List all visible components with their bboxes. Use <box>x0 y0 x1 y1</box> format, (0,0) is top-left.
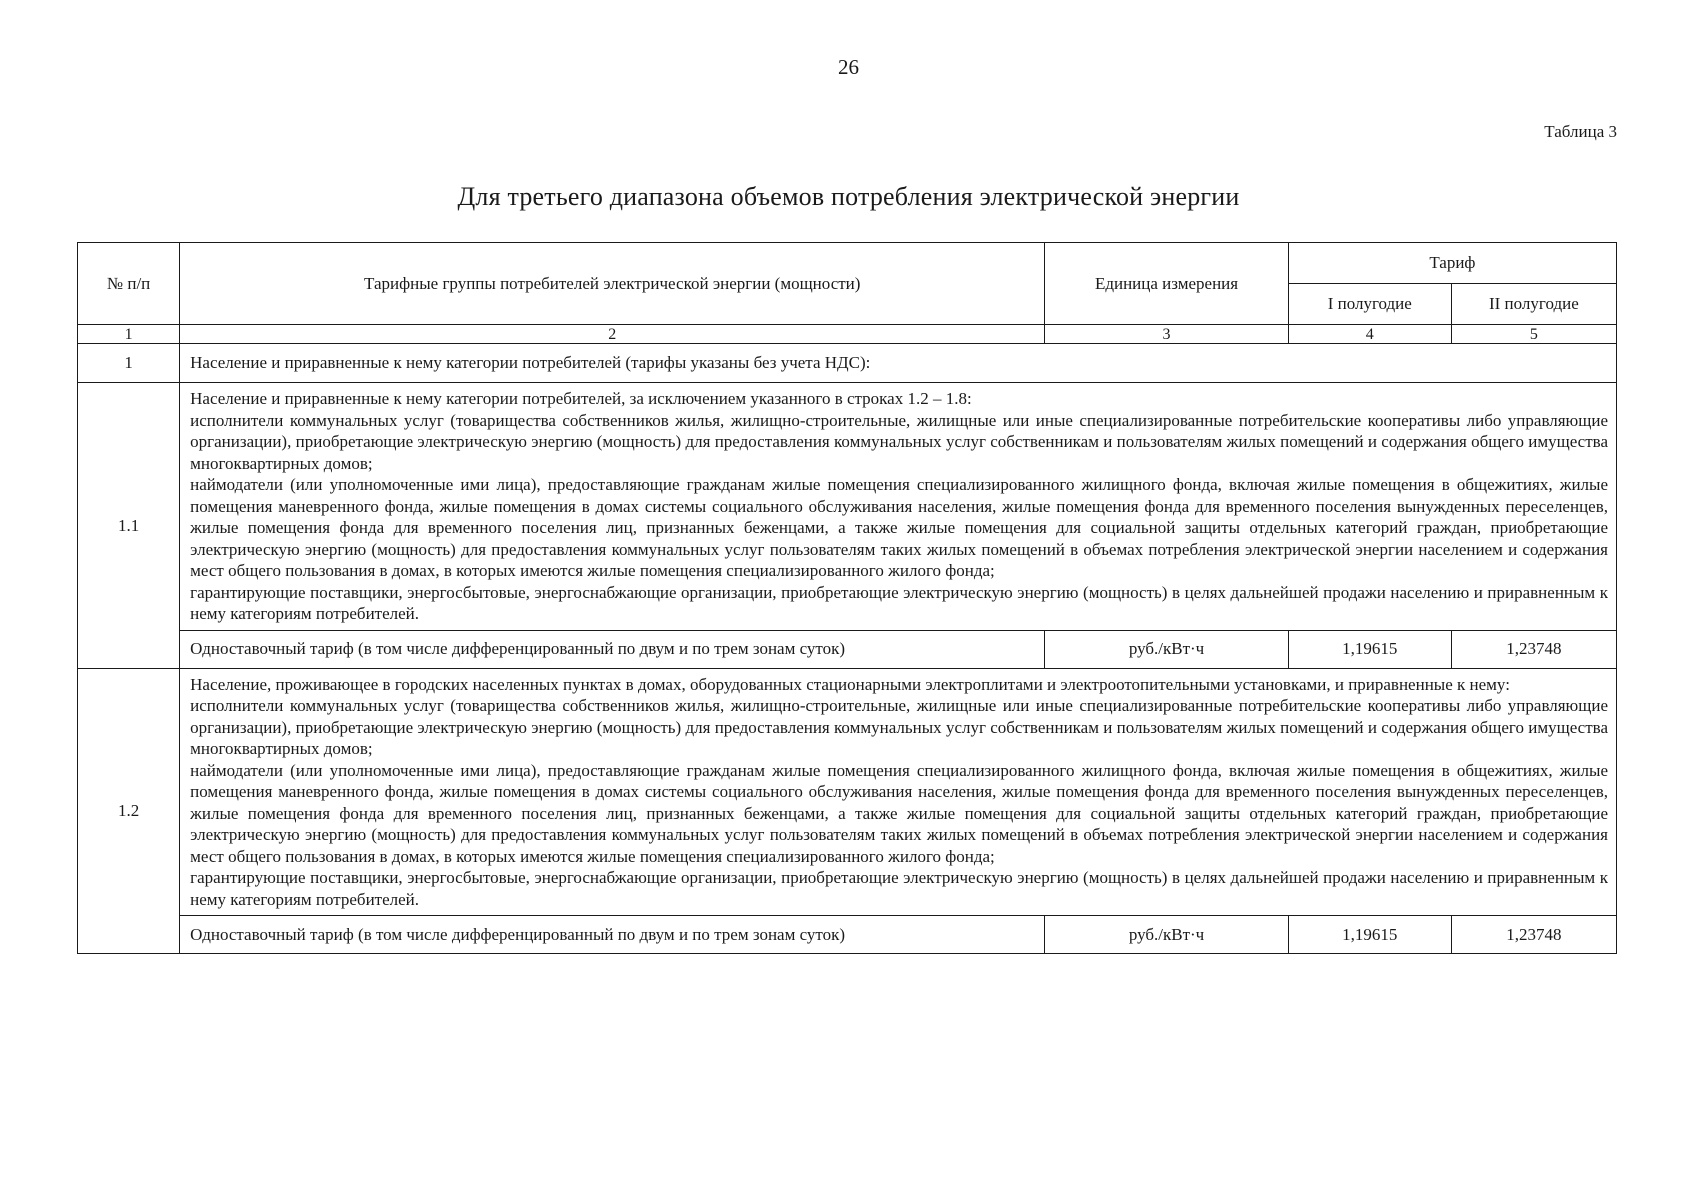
rate-row <box>78 916 1617 954</box>
description-paragraph: гарантирующие поставщики, энергосбытовые, энергоснабжающие организации, приобретающие электрическую энергию (мощность) в целях дальнейшей продажи населению и приравненным к нему категориям потребителей. <box>190 868 1608 909</box>
section-row <box>78 344 1617 383</box>
table-row <box>78 383 1617 631</box>
column-index: 5 <box>1451 325 1616 344</box>
rate-label: Одноставочный тариф (в том числе дифференцированный по двум и по трем зонам суток) <box>180 630 1045 668</box>
column-index: 1 <box>78 325 180 344</box>
column-index: 4 <box>1288 325 1451 344</box>
header-half1: I полугодие <box>1288 284 1451 325</box>
rate-unit: руб./кВт·ч <box>1045 630 1288 668</box>
rate-half2: 1,23748 <box>1451 630 1616 668</box>
rate-row <box>78 630 1617 668</box>
page-number: 26 <box>838 55 859 79</box>
row-description <box>180 668 1617 916</box>
description-paragraph: наймодатели (или уполномоченные ими лица), предоставляющие гражданам жилые помещения специализированного жилищного фонда, включая жилые помещения в общежитиях, жилые помещения маневренного фонда, жилые помещения в домах системы социального обслуживания населения, жилые помещения фонда для временного поселения вынужденных переселенцев, жилые помещения фонда для временного поселения лиц, признанных беженцами, а также жилые помещения для социальной защиты отдельных категорий граждан, приобретающие электрическую энергию (мощность) для предоставления коммунальных услуг пользователям таких жилых помещений в объемах потребления электрической энергии населением и содержания мест общего пользования в домах, в которых имеются жилые помещения специализированного жилого фонда; <box>190 475 1608 580</box>
rate-label: Одноставочный тариф (в том числе дифференцированный по двум и по трем зонам суток) <box>180 916 1045 954</box>
table-label: Таблица 3 <box>1544 122 1617 141</box>
description-paragraph: гарантирующие поставщики, энергосбытовые, энергоснабжающие организации, приобретающие электрическую энергию (мощность) в целях дальнейшей продажи населению и приравненным к нему категориям потребителей. <box>190 582 1608 623</box>
header-num: № п/п <box>78 243 180 325</box>
column-index: 3 <box>1045 325 1288 344</box>
row-description <box>180 383 1617 631</box>
header-unit: Единица измерения <box>1045 243 1288 325</box>
header-groups: Тарифные группы потребителей электрической энергии (мощности) <box>180 243 1045 325</box>
column-index-row <box>78 325 1617 344</box>
row-num: 1.1 <box>78 383 180 669</box>
description-paragraph: исполнители коммунальных услуг (товарищества собственников жилья, жилищно-строительные, жилищные или иные специализированные потребительские кооперативы либо управляющие организации), приобретающие электрическую энергию (мощность) для предоставления коммунальных услуг собственникам и пользователям жилых помещений и содержания общего имущества многоквартирных домов; <box>190 696 1608 758</box>
rate-half1: 1,19615 <box>1288 916 1451 954</box>
tariff-table <box>77 242 1617 954</box>
description-paragraph: Население и приравненные к нему категории потребителей, за исключением указанного в строках 1.2 – 1.8: <box>190 389 972 408</box>
column-index: 2 <box>180 325 1045 344</box>
header-half2: II полугодие <box>1451 284 1616 325</box>
section-text: Население и приравненные к нему категории потребителей (тарифы указаны без учета НДС): <box>180 344 1617 383</box>
rate-unit: руб./кВт·ч <box>1045 916 1288 954</box>
table-row <box>78 668 1617 916</box>
rate-half1: 1,19615 <box>1288 630 1451 668</box>
section-num: 1 <box>78 344 180 383</box>
rate-half2: 1,23748 <box>1451 916 1616 954</box>
header-tariff: Тариф <box>1288 243 1616 284</box>
description-paragraph: Население, проживающее в городских населенных пунктах в домах, оборудованных стационарными электроплитами и электроотопительными установками, и приравненные к нему: <box>190 674 1510 694</box>
row-num: 1.2 <box>78 668 180 954</box>
description-paragraph: исполнители коммунальных услуг (товарищества собственников жилья, жилищно-строительные, жилищные или иные специализированные потребительские кооперативы либо управляющие организации), приобретающие электрическую энергию (мощность) для предоставления коммунальных услуг собственникам и пользователям жилых помещений и содержания общего имущества многоквартирных домов; <box>190 410 1608 473</box>
document-title: Для третьего диапазона объемов потребления электрической энергии <box>457 182 1240 211</box>
description-paragraph: наймодатели (или уполномоченные ими лица), предоставляющие гражданам жилые помещения специализированного жилищного фонда, включая жилые помещения в общежитиях, жилые помещения маневренного фонда, жилые помещения в домах системы социального обслуживания населения, жилые помещения фонда для временного поселения вынужденных переселенцев, жилые помещения фонда для временного поселения лиц, признанных беженцами, а также жилые помещения для социальной защиты отдельных категорий граждан, приобретающие электрическую энергию (мощность) для предоставления коммунальных услуг пользователям таких жилых помещений в объемах потребления электрической энергии населением и содержания мест общего пользования в домах, в которых имеются жилые помещения специализированного жилого фонда; <box>190 760 1608 866</box>
